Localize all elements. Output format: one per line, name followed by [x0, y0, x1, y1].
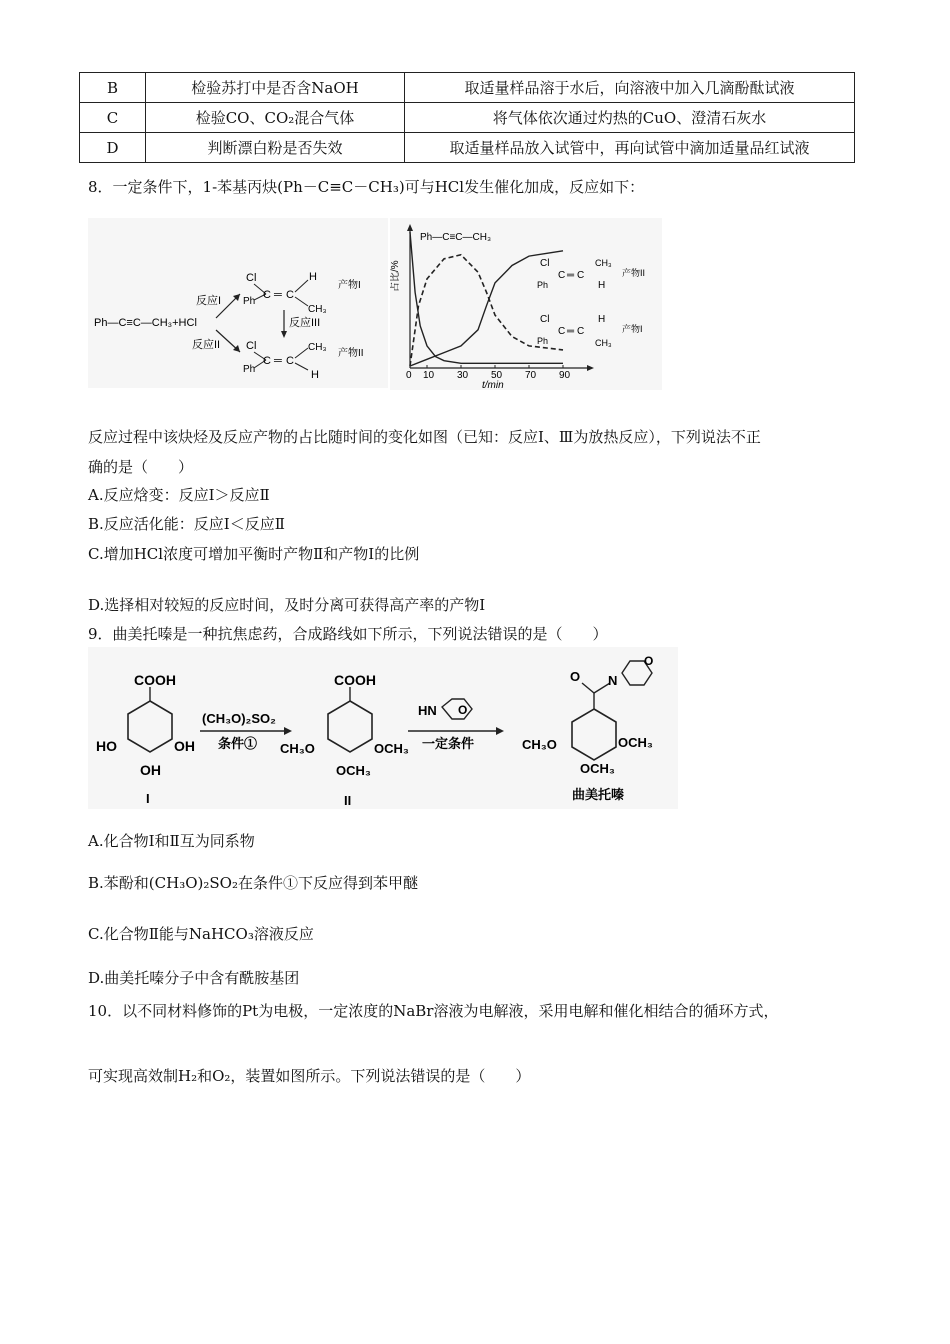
reaction2-label: 反应II	[192, 339, 221, 351]
ch3o-group: CH₃O	[522, 737, 557, 752]
n-atom: N	[608, 673, 618, 688]
table-cell-purpose: 判断漂白粉是否失效	[146, 133, 405, 163]
product1-label: 产物I	[338, 280, 361, 291]
cl-atom: Cl	[540, 314, 550, 325]
ph-group: Ph	[243, 296, 256, 307]
compound-1-label: I	[146, 791, 150, 806]
x-tick-label: 0	[406, 370, 412, 381]
och3-group: OCH₃	[336, 763, 371, 778]
double-bond: ═	[567, 270, 575, 281]
h-atom: H	[311, 369, 319, 381]
q8-option-a: A.反应焓变：反应Ⅰ＞反应Ⅱ	[88, 486, 270, 504]
question-10-line-2: 可实现高效制H₂和O₂，装置如图所示。下列说法错误的是（ ）	[88, 1067, 531, 1085]
ch3o-group: CH₃O	[280, 741, 315, 756]
c-atom: C	[286, 355, 294, 367]
table-cell-method: 取适量样品溶于水后，向溶液中加入几滴酚酞试液	[405, 73, 855, 103]
c-atom: C	[577, 270, 585, 281]
table-cell-purpose: 检验苏打中是否含NaOH	[146, 73, 405, 103]
table-cell-label: B	[80, 73, 146, 103]
c-atom: C	[558, 326, 566, 337]
c-atom: C	[286, 289, 294, 301]
product2-label: 产物II	[338, 348, 364, 359]
chart-label-product2: 产物II	[622, 268, 646, 278]
question-8-description-cont: 确的是（ ）	[88, 458, 194, 476]
oh-group: OH	[140, 762, 161, 778]
ch3-group: CH₃	[308, 304, 327, 315]
x-tick-label: 10	[423, 370, 435, 381]
c-atom: C	[263, 289, 271, 301]
reactant-label: Ph—C≡C—CH₃+HCl	[94, 317, 197, 329]
ph-group: Ph	[243, 364, 256, 375]
q8-concentration-chart	[390, 218, 662, 390]
table-row	[80, 103, 855, 133]
oh-group: OH	[174, 738, 195, 754]
cooh-group: COOH	[134, 672, 176, 688]
table-row	[80, 73, 855, 103]
ho-group: HO	[96, 738, 117, 754]
cl-atom: Cl	[246, 272, 257, 284]
question-8-description: 反应过程中该炔烃及反应产物的占比随时间的变化如图（已知：反应Ⅰ、Ⅲ为放热反应），下列说法不正	[88, 428, 761, 446]
series-label-alkyne: Ph—C≡C—CH₃	[420, 232, 492, 243]
q9-option-d: D.曲美托嗪分子中含有酰胺基团	[88, 969, 300, 987]
o-atom: O	[644, 654, 654, 668]
och3-group: OCH₃	[580, 761, 615, 776]
table-row	[80, 133, 855, 163]
q8-reaction-scheme	[88, 218, 388, 388]
question-9-stem: 9．曲美托嗪是一种抗焦虑药，合成路线如下所示，下列说法错误的是（ ）	[88, 625, 608, 643]
ph-group: Ph	[537, 280, 549, 290]
q8-option-b: B.反应活化能：反应Ⅰ＜反应Ⅱ	[88, 515, 285, 533]
y-axis-label: 占比/%	[390, 260, 401, 292]
och3-group: OCH₃	[374, 741, 409, 756]
cl-atom: Cl	[246, 340, 257, 352]
c-atom: C	[558, 270, 566, 281]
ch3-group: CH₃	[595, 258, 612, 268]
question-8-stem: 8．一定条件下，1-苯基丙炔(Ph－C≡C－CH₃)可与HCl发生催化加成，反应如下：	[88, 178, 645, 196]
table-cell-label: D	[80, 133, 146, 163]
q9-option-a: A.化合物Ⅰ和Ⅱ互为同系物	[88, 832, 255, 850]
reagent-1: (CH₃O)₂SO₂	[202, 711, 276, 726]
hn-group: HN	[418, 703, 437, 718]
double-bond: ═	[274, 355, 282, 367]
ch3-group: CH₃	[595, 338, 612, 348]
cl-atom: Cl	[540, 258, 550, 269]
ch3-group: CH₃	[308, 342, 327, 353]
compound-3-label: 曲美托嗪	[572, 787, 625, 802]
table-cell-label: C	[80, 103, 146, 133]
c-atom: C	[577, 326, 585, 337]
double-bond: ═	[274, 289, 282, 301]
question-10-line-1: 10．以不同材料修饰的Pt为电极，一定浓度的NaBr溶液为电解液，采用电解和催化相结合的循环方式，	[88, 1002, 779, 1020]
q8-option-c: C.增加HCl浓度可增加平衡时产物Ⅱ和产物Ⅰ的比例	[88, 545, 420, 563]
q8-option-d: D.选择相对较短的反应时间，及时分离可获得高产率的产物Ⅰ	[88, 596, 486, 614]
reaction3-label: 反应III	[289, 317, 321, 329]
och3-group: OCH₃	[618, 735, 653, 750]
reaction1-label: 反应I	[196, 295, 222, 307]
double-bond: ═	[567, 326, 575, 337]
o-atom: O	[570, 669, 581, 684]
q9-option-c: C.化合物Ⅱ能与NaHCO₃溶液反应	[88, 925, 314, 943]
h-atom: H	[598, 314, 606, 325]
q9-option-b: B.苯酚和(CH₃O)₂SO₂在条件①下反应得到苯甲醚	[88, 874, 418, 892]
table-cell-purpose: 检验CO、CO₂混合气体	[146, 103, 405, 133]
chart-label-product1: 产物I	[622, 324, 643, 334]
x-axis-label: t/min	[482, 380, 504, 390]
o-atom: O	[458, 703, 468, 717]
condition-2: 一定条件	[422, 736, 475, 751]
x-tick-label: 70	[525, 370, 537, 381]
q9-synthesis-scheme	[88, 647, 678, 809]
options-table	[79, 72, 855, 163]
c-atom: C	[263, 355, 271, 367]
h-atom: H	[309, 271, 317, 283]
x-tick-label: 50	[491, 370, 503, 381]
cooh-group: COOH	[334, 672, 376, 688]
compound-2-label: II	[344, 793, 352, 808]
ph-group: Ph	[537, 336, 549, 346]
h-atom: H	[598, 280, 606, 291]
table-cell-method: 取适量样品放入试管中，再向试管中滴加适量品红试液	[405, 133, 855, 163]
x-tick-label: 30	[457, 370, 469, 381]
condition-1: 条件①	[218, 736, 258, 751]
table-cell-method: 将气体依次通过灼热的CuO、澄清石灰水	[405, 103, 855, 133]
x-tick-label: 90	[559, 370, 571, 381]
